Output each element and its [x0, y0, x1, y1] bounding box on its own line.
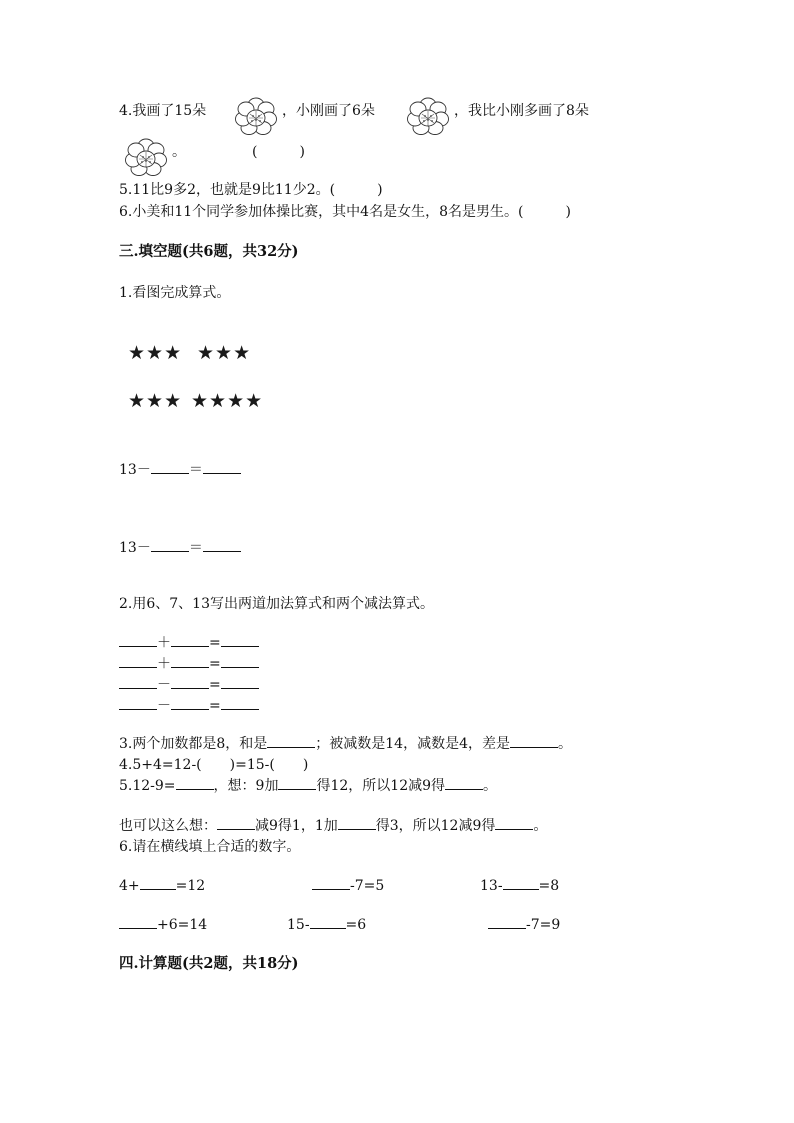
fill-6-text: 4+: [119, 878, 140, 894]
fill-6-item: [119, 916, 207, 934]
flower-icon: [406, 96, 450, 136]
fill-5-text: 也可以这么想：: [119, 818, 217, 834]
fill-6-item: [488, 916, 560, 934]
answer-blank[interactable]: [310, 916, 346, 929]
answer-blank[interactable]: [495, 817, 533, 830]
fill-5-text: 得12，所以12减9得: [316, 778, 446, 794]
answer-blank[interactable]: [171, 697, 209, 710]
fill-5-line-1: [119, 777, 497, 795]
eq-sign: ＝: [188, 462, 203, 478]
answer-blank[interactable]: [176, 777, 214, 790]
answer-blank[interactable]: [278, 777, 316, 790]
answer-blank[interactable]: [221, 676, 259, 689]
stars-group: ★★★: [128, 342, 183, 364]
answer-blank[interactable]: [338, 817, 376, 830]
q4-text-4: 。: [172, 144, 186, 160]
fill-6-text: +6=14: [157, 917, 208, 933]
answer-blank[interactable]: [510, 735, 558, 748]
fill-6-text: 13-: [480, 878, 503, 894]
eq-prefix: 13－: [119, 540, 151, 556]
fill-6-text: -7=5: [350, 878, 385, 894]
fill-3-text-b: ；被减数是14，减数是4，差是: [315, 736, 510, 752]
fill-6-text: =6: [345, 917, 367, 933]
q4-text-2: ，小刚画了6朵: [282, 103, 375, 119]
minus-sign: －: [157, 677, 171, 693]
answer-blank[interactable]: [171, 676, 209, 689]
eq-sign: =: [209, 698, 221, 714]
eq-sign: =: [209, 635, 221, 651]
answer-blank[interactable]: [203, 539, 241, 552]
answer-blank[interactable]: [119, 697, 157, 710]
plus-sign: ＋: [157, 635, 171, 651]
eq-prefix: 13－: [119, 462, 151, 478]
fill-4: 4.5+4=12-( )=15-( ): [119, 757, 309, 773]
fill-5-text: ，想：9加: [213, 778, 279, 794]
fill-1-equation-1: [119, 461, 241, 479]
fill-6-text: =8: [538, 878, 560, 894]
q6-text: 6.小美和11个同学参加体操比赛，其中4名是女生，8名是男生。( ): [119, 204, 571, 220]
q5-text: 5.11比9多2，也就是9比11少2。( ): [119, 182, 383, 198]
answer-blank[interactable]: [445, 777, 483, 790]
answer-blank[interactable]: [119, 655, 157, 668]
answer-blank[interactable]: [119, 634, 157, 647]
fill-5-text: 。: [533, 818, 548, 834]
q4-text-1: 4.我画了15朵: [119, 103, 207, 119]
fill-5-text: 减9得1，1加: [255, 818, 338, 834]
fill-6-text: 15-: [287, 917, 310, 933]
fill-1-title: 1.看图完成算式。: [119, 285, 231, 301]
q4-text-3: ，我比小刚多画了8朵: [454, 103, 589, 119]
fill-5-text: 。: [483, 778, 498, 794]
fill-5-line-2: [119, 817, 547, 835]
fill-2-row: [119, 676, 259, 694]
fill-2-row: [119, 655, 259, 673]
stars-group: ★★★★: [191, 390, 264, 412]
fill-2-row: [119, 634, 259, 652]
fill-2-title: 2.用6、7、13写出两道加法算式和两个减法算式。: [119, 596, 434, 612]
answer-blank[interactable]: [119, 676, 157, 689]
fill-3: [119, 735, 572, 753]
fill-6-item: [287, 916, 366, 934]
minus-sign: －: [157, 698, 171, 714]
answer-blank[interactable]: [171, 655, 209, 668]
answer-blank[interactable]: [119, 916, 157, 929]
q4-answer-paren[interactable]: ( ): [252, 144, 305, 160]
eq-sign: ＝: [188, 540, 203, 556]
fill-5-text: 5.12-9=: [119, 778, 176, 794]
answer-blank[interactable]: [151, 461, 189, 474]
fill-6-item: [119, 877, 205, 895]
answer-blank[interactable]: [312, 877, 350, 890]
fill-2-row: [119, 697, 259, 715]
section-4-heading: 四.计算题(共2题，共18分): [119, 955, 299, 972]
eq-sign: =: [209, 656, 221, 672]
fill-6-text: -7=9: [526, 917, 561, 933]
flower-icon: [234, 96, 278, 136]
plus-sign: ＋: [157, 656, 171, 672]
answer-blank[interactable]: [221, 697, 259, 710]
answer-blank[interactable]: [267, 735, 315, 748]
answer-blank[interactable]: [203, 461, 241, 474]
eq-sign: =: [209, 677, 221, 693]
stars-group: ★★★: [128, 390, 183, 412]
answer-blank[interactable]: [151, 539, 189, 552]
section-3-heading: 三.填空题(共6题，共32分): [119, 243, 299, 260]
answer-blank[interactable]: [221, 634, 259, 647]
fill-1-equation-2: [119, 539, 241, 557]
answer-blank[interactable]: [503, 877, 539, 890]
fill-6-text: =12: [175, 878, 206, 894]
answer-blank[interactable]: [217, 817, 255, 830]
flower-icon: [124, 137, 168, 177]
fill-6-item: [480, 877, 559, 895]
fill-5-text: 得3，所以12减9得: [375, 818, 496, 834]
answer-blank[interactable]: [171, 634, 209, 647]
fill-6-item: [312, 877, 384, 895]
fill-6-title: 6.请在横线填上合适的数字。: [119, 839, 301, 855]
answer-blank[interactable]: [221, 655, 259, 668]
answer-blank[interactable]: [488, 916, 526, 929]
fill-3-text-a: 3.两个加数都是8，和是: [119, 736, 268, 752]
stars-group: ★★★: [197, 342, 252, 364]
answer-blank[interactable]: [140, 877, 176, 890]
fill-3-text-c: 。: [558, 736, 572, 752]
